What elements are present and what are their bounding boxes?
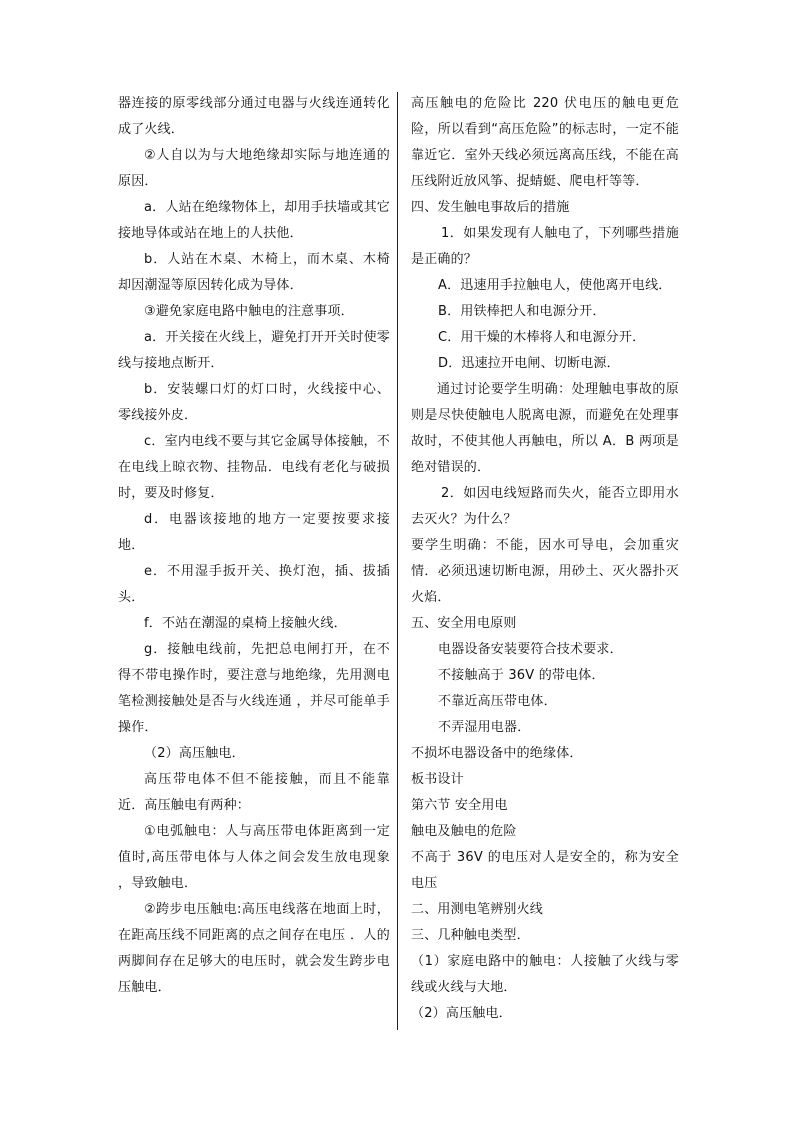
paragraph: C．用干燥的木棒将人和电源分开． xyxy=(438,330,646,345)
paragraph: b．人站在木桌、木椅上，而木桌、木椅却因潮湿等原因转化成为导体． xyxy=(118,252,390,293)
paragraph: c．室内电线不要与其它金属导体接触，不在电线上晾衣物、挂物品．电线有老化与破损时，要及时修复． xyxy=(118,434,390,501)
paragraph: 器连接的原零线部分通过电器与火线连通转化成了火线． xyxy=(118,96,390,137)
paragraph: e．不用湿手扳开关、换灯泡，插、拔插头． xyxy=(118,564,390,605)
paragraph: 二、用测电笔辨别火线 xyxy=(411,902,544,917)
paragraph: 四、发生触电事故后的措施 xyxy=(411,200,570,215)
paragraph: 不损坏电器设备中的绝缘体． xyxy=(411,746,583,761)
paragraph: （1）家庭电路中的触电：人接触了火线与零线或火线与大地． xyxy=(411,954,679,995)
paragraph: 1．如果发现有人触电了，下列哪些措施是正确的？ xyxy=(411,226,679,267)
paragraph: ②人自以为与大地绝缘却实际与地连通的原因． xyxy=(118,148,390,189)
paragraph: 不接触高于 36V 的带电体． xyxy=(438,668,605,683)
paragraph: b．安装螺口灯的灯口时，火线接中心、零线接外皮． xyxy=(118,382,390,423)
paragraph: （2）高压触电． xyxy=(144,746,245,761)
paragraph: 通过讨论要学生明确：处理触电事故的原则是尽快使触电人脱离电源，而避免在处理事故时，不使其他人再触电，所以 A．B 两项是绝对错误的． xyxy=(411,382,679,475)
column-divider xyxy=(397,92,398,1030)
paragraph: 不靠近高压带电体． xyxy=(438,694,557,709)
paragraph: 板书设计 xyxy=(411,772,464,787)
paragraph: 三、几种触电类型． xyxy=(411,928,530,943)
paragraph: 不高于 36V 的电压对人是安全的，称为安全电压 xyxy=(411,850,679,891)
paragraph: （2）高压触电． xyxy=(411,1006,512,1021)
paragraph: f．不站在潮湿的桌椅上接触火线． xyxy=(144,616,347,631)
paragraph: ①电弧触电：人与高压带电体距离到一定值时,高压带电体与人体之间会发生放电现象 ，导致触电． xyxy=(118,824,390,891)
paragraph: ③避免家庭电路中触电的注意事项． xyxy=(144,304,354,319)
paragraph: B．用铁棒把人和电源分开． xyxy=(438,304,606,319)
paragraph: d．电器该接地的地方一定要按要求接地． xyxy=(118,512,390,553)
paragraph: 电器设备安装要符合技术要求． xyxy=(438,642,623,657)
paragraph: D．迅速拉开电闸、切断电源． xyxy=(438,356,620,371)
paragraph: a．人站在绝缘物体上，却用手扶墙或其它接地导体或站在地上的人扶他． xyxy=(118,200,390,241)
right-text-column xyxy=(411,91,679,1027)
paragraph: 第六节 安全用电 xyxy=(411,798,508,813)
paragraph: g．接触电线前，先把总电闸打开，在不得不带电操作时，要注意与地绝缘，先用测电笔检测接触处是否与火线连通 ，并尽可能单手操作． xyxy=(118,642,390,735)
paragraph: A．迅速用手拉触电人，使他离开电线． xyxy=(438,278,672,293)
paragraph: a．开关接在火线上，避免打开开关时使零线与接地点断开． xyxy=(118,330,390,371)
paragraph: 高压带电体不但不能接触，而且不能靠近．高压触电有两种： xyxy=(118,772,390,813)
paragraph: ②跨步电压触电:高压电线落在地面上时，在距高压线不同距离的点之间存在电压 ．人的两脚间存在足够大的电压时，就会发生跨步电压触电． xyxy=(118,902,390,995)
paragraph: 触电及触电的危险 xyxy=(411,824,517,839)
left-text-column xyxy=(118,91,390,1001)
paragraph: 不弄湿用电器． xyxy=(438,720,531,735)
paragraph: 2．如因电线短路而失火，能否立即用水去灭火？为什么？ xyxy=(411,486,679,527)
paragraph: 要学生明确：不能，因水可导电，会加重灾情．必须迅速切断电源，用砂土、灭火器扑灭火焰． xyxy=(411,538,679,605)
paragraph: 五、安全用电原则 xyxy=(411,616,517,631)
paragraph: 高压触电的危险比 220 伏电压的触电更危险，所以看到“高压危险”的标志时，一定不能靠近它．室外天线必须远离高压线，不能在高压线附近放风筝、捉蜻蜓、爬电杆等等． xyxy=(411,96,679,189)
